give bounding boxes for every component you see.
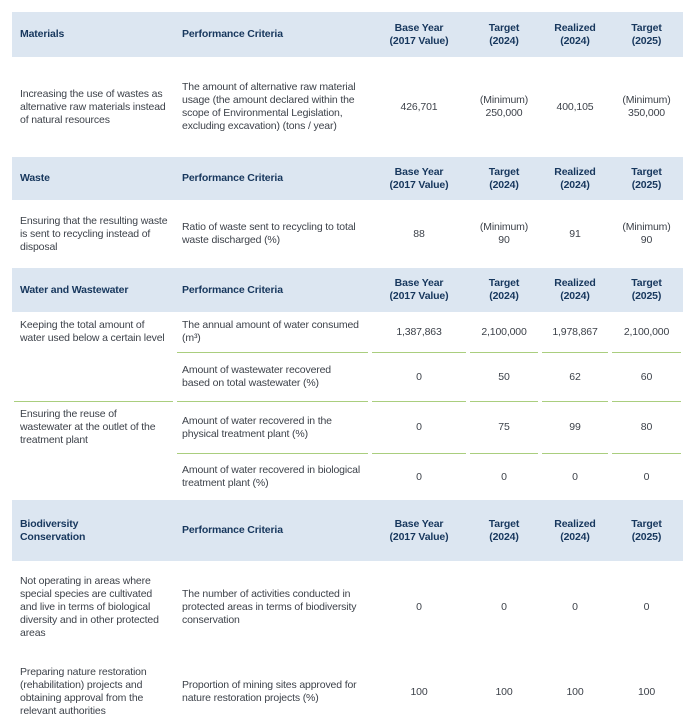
goal-cell (12, 353, 175, 401)
value-number: 0 (416, 600, 422, 613)
value-cell (610, 200, 683, 268)
value-number: 2,100,000 (623, 325, 670, 338)
value-cell (468, 402, 540, 453)
performance-criteria-header: Performance Criteria (175, 157, 370, 200)
value-number: 88 (413, 227, 425, 240)
value-number: 100 (637, 685, 656, 698)
value-number: 0 (643, 470, 650, 483)
performance-criteria-header: Performance Criteria (175, 12, 370, 57)
value-cell (610, 353, 683, 401)
value-cell (540, 200, 610, 268)
value-cell (540, 353, 610, 401)
column-header-realized-2024: Realized (2024) (540, 500, 610, 561)
value-note: (Minimum) (622, 221, 671, 233)
value-number: 90 (498, 234, 510, 246)
value-cell (540, 454, 610, 500)
value-cell (468, 57, 540, 157)
column-header-base-year: Base Year (2017 Value) (370, 12, 468, 57)
value-number: 0 (501, 600, 507, 613)
criteria-cell: The amount of alternative raw material usage (the amount declared within the scope of Environmental Legislation, excluding excavation) (tons / year) (182, 81, 356, 132)
performance-criteria-header: Performance Criteria (175, 268, 370, 312)
goal-cell: Keeping the total amount of water used below a certain level (20, 319, 165, 344)
column-header-base-year: Base Year (2017 Value) (370, 268, 468, 312)
value-number: 426,701 (400, 100, 438, 113)
goal-cell: Increasing the use of wastes as alternative raw materials instead of natural resources (20, 87, 166, 126)
criteria-cell: Amount of water recovered in the physical treatment plant (%) (182, 414, 332, 440)
value-number: 90 (640, 234, 653, 246)
value-number: 0 (572, 600, 578, 613)
column-header-base-year: Base Year (2017 Value) (370, 500, 468, 561)
value-cell (468, 200, 540, 268)
value-cell (540, 561, 610, 653)
value-cell (540, 402, 610, 453)
value-cell (540, 312, 610, 352)
performance-criteria-header: Performance Criteria (175, 500, 370, 561)
column-header-target-2024: Target (2024) (468, 12, 540, 57)
value-cell (610, 653, 683, 728)
section-title-materials: Materials (12, 12, 175, 57)
value-number: 62 (569, 370, 581, 383)
column-header-target-2025: Target (2025) (610, 500, 683, 561)
value-number: 100 (410, 685, 428, 698)
value-cell (370, 561, 468, 653)
value-cell (370, 312, 468, 352)
value-cell (468, 653, 540, 728)
value-number: 0 (572, 470, 578, 483)
value-number: 0 (501, 470, 507, 483)
value-number: 100 (495, 685, 513, 698)
value-cell (370, 454, 468, 500)
value-cell (370, 57, 468, 157)
value-number: 50 (498, 370, 510, 383)
report-table (12, 12, 683, 728)
value-note: (Minimum) (479, 221, 529, 233)
goal-cell: Ensuring that the resulting waste is sent to recycling instead of disposal (20, 214, 168, 253)
value-number: 99 (569, 421, 581, 433)
column-header-base-year: Base Year (2017 Value) (370, 157, 468, 200)
value-note: (Minimum) (622, 94, 671, 106)
goal-cell: Preparing nature restoration (rehabilitation) projects and obtaining approval from the relevant authorities (20, 666, 147, 717)
value-cell (370, 353, 468, 401)
criteria-cell: The annual amount of water consumed (m³) (182, 319, 359, 344)
value-number: 400,105 (556, 100, 594, 113)
value-cell (540, 653, 610, 728)
value-note: (Minimum) (479, 94, 529, 106)
column-header-target-2025: Target (2025) (610, 157, 683, 200)
value-cell (540, 57, 610, 157)
goal-cell: Not operating in areas where special species are cultivated and live in terms of biological diversity and in other protected areas (20, 574, 159, 639)
criteria-cell: Amount of wastewater recovered based on total wastewater (%) (182, 364, 331, 389)
value-number: 0 (416, 370, 422, 383)
value-cell (468, 312, 540, 352)
column-header-target-2025: Target (2025) (610, 12, 683, 57)
column-header-target-2024: Target (2024) (468, 157, 540, 200)
value-number: 75 (498, 421, 510, 433)
value-number: 0 (416, 470, 422, 483)
value-cell (468, 561, 540, 653)
value-cell (370, 402, 468, 453)
column-header-target-2025: Target (2025) (610, 268, 683, 312)
goal-cell: Ensuring the reuse of wastewater at the outlet of the treatment plant (20, 408, 156, 446)
goal-cell (12, 454, 175, 500)
value-cell (468, 454, 540, 500)
criteria-cell: The number of activities conducted in protected areas in terms of biodiversity conservation (182, 587, 357, 626)
criteria-cell: Ratio of waste sent to recycling to total waste discharged (%) (182, 221, 356, 246)
value-number: 100 (566, 685, 584, 698)
value-number: 2,100,000 (481, 325, 527, 338)
criteria-cell: Proportion of mining sites approved for nature restoration projects (%) (182, 679, 357, 704)
value-cell (610, 454, 683, 500)
column-header-target-2024: Target (2024) (468, 268, 540, 312)
value-cell (610, 402, 683, 453)
value-number: 0 (416, 421, 422, 433)
section-title-biodiversity: Biodiversity Conservation (12, 500, 175, 561)
value-number: 91 (569, 227, 581, 240)
value-cell (370, 653, 468, 728)
value-cell (610, 312, 683, 352)
column-header-realized-2024: Realized (2024) (540, 12, 610, 57)
column-header-realized-2024: Realized (2024) (540, 157, 610, 200)
value-number: 1,978,867 (552, 325, 598, 338)
column-header-target-2024: Target (2024) (468, 500, 540, 561)
value-number: 80 (640, 421, 653, 433)
value-number: 1,387,863 (396, 325, 442, 338)
value-cell (610, 561, 683, 653)
criteria-cell: Amount of water recovered in biological treatment plant (%) (182, 464, 360, 489)
value-number: 0 (643, 600, 650, 613)
value-cell (610, 57, 683, 157)
value-number: 250,000 (485, 107, 523, 119)
value-cell (468, 353, 540, 401)
value-cell (370, 200, 468, 268)
value-number: 350,000 (628, 107, 665, 119)
column-header-realized-2024: Realized (2024) (540, 268, 610, 312)
value-number: 60 (640, 370, 653, 383)
section-title-water: Water and Wastewater (12, 268, 175, 312)
section-title-waste: Waste (12, 157, 175, 200)
